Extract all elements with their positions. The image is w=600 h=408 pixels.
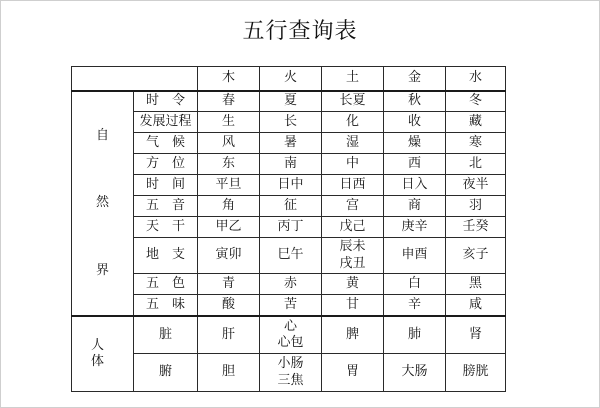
cell: 夜半 <box>446 175 506 196</box>
cell: 生 <box>198 112 260 133</box>
cell: 咸 <box>446 295 506 316</box>
table-row <box>72 316 506 354</box>
cell: 戊己 <box>322 217 384 238</box>
cell: 胃 <box>322 354 384 392</box>
row-label: 五 色 <box>134 274 198 295</box>
cell: 长夏 <box>322 91 384 112</box>
cell: 收 <box>384 112 446 133</box>
header-row <box>72 67 506 91</box>
cell: 羽 <box>446 196 506 217</box>
cell: 脾 <box>322 316 384 354</box>
group-nature <box>72 91 134 316</box>
cell: 赤 <box>260 274 322 295</box>
cell: 肝 <box>198 316 260 354</box>
cell: 风 <box>198 133 260 154</box>
cell: 甘 <box>322 295 384 316</box>
table-row <box>72 133 506 154</box>
cell: 酸 <box>198 295 260 316</box>
cell: 庚辛 <box>384 217 446 238</box>
five-elements-table <box>71 66 506 392</box>
cell: 化 <box>322 112 384 133</box>
cell: 黑 <box>446 274 506 295</box>
table-row <box>72 354 506 392</box>
header-metal: 金 <box>384 67 446 91</box>
row-label: 时 令 <box>134 91 198 112</box>
cell: 燥 <box>384 133 446 154</box>
group-body <box>72 316 138 392</box>
cell: 中 <box>322 154 384 175</box>
cell: 北 <box>446 154 506 175</box>
cell: 夏 <box>260 91 322 112</box>
cell: 春 <box>198 91 260 112</box>
cell: 心 心包 <box>260 316 322 354</box>
cell: 日西 <box>322 175 384 196</box>
cell: 南 <box>260 154 322 175</box>
cell: 寅卯 <box>198 238 260 274</box>
row-label: 方 位 <box>134 154 198 175</box>
cell: 辛 <box>384 295 446 316</box>
cell: 黄 <box>322 274 384 295</box>
header-fire: 火 <box>260 67 322 91</box>
cell: 大肠 <box>384 354 446 392</box>
cell: 苦 <box>260 295 322 316</box>
header-water: 水 <box>446 67 506 91</box>
cell: 巳午 <box>260 238 322 274</box>
row-label: 地 支 <box>134 238 198 274</box>
cell: 白 <box>384 274 446 295</box>
cell: 膀胱 <box>446 354 506 392</box>
cell: 申酉 <box>384 238 446 274</box>
row-label: 气 候 <box>134 133 198 154</box>
page-title: 五行查询表 <box>242 19 358 44</box>
cell: 征 <box>260 196 322 217</box>
cell: 湿 <box>322 133 384 154</box>
cell: 肺 <box>384 316 446 354</box>
cell: 寒 <box>446 133 506 154</box>
cell: 冬 <box>446 91 506 112</box>
cell: 日入 <box>384 175 446 196</box>
cell: 西 <box>384 154 446 175</box>
cell: 平旦 <box>198 175 260 196</box>
row-label: 发展过程 <box>134 112 198 133</box>
row-label: 腑 <box>134 354 198 392</box>
table-row <box>72 295 506 316</box>
table-row <box>72 274 506 295</box>
row-label: 脏 <box>134 316 198 354</box>
cell: 藏 <box>446 112 506 133</box>
cell: 胆 <box>198 354 260 392</box>
header-earth: 土 <box>322 67 384 91</box>
row-label: 五 味 <box>134 295 198 316</box>
header-wood: 木 <box>198 67 260 91</box>
cell: 丙丁 <box>260 217 322 238</box>
table-row <box>72 196 506 217</box>
cell: 壬癸 <box>446 217 506 238</box>
cell: 肾 <box>446 316 506 354</box>
header-corner <box>72 67 198 91</box>
cell: 秋 <box>384 91 446 112</box>
table-row <box>72 217 506 238</box>
cell: 亥子 <box>446 238 506 274</box>
table-row <box>72 154 506 175</box>
table-row <box>72 112 506 133</box>
group-nature-label: 自 然 界 <box>95 127 109 278</box>
row-label: 天 干 <box>134 217 198 238</box>
cell: 东 <box>198 154 260 175</box>
cell: 长 <box>260 112 322 133</box>
cell: 甲乙 <box>198 217 260 238</box>
cell: 宫 <box>322 196 384 217</box>
cell: 辰未 戌丑 <box>322 238 384 274</box>
cell: 青 <box>198 274 260 295</box>
cell: 暑 <box>260 133 322 154</box>
cell: 小肠 三焦 <box>260 354 322 392</box>
table-row <box>72 175 506 196</box>
table-row <box>72 238 506 274</box>
row-label: 五 音 <box>134 196 198 217</box>
table-row <box>72 91 506 112</box>
cell: 角 <box>198 196 260 217</box>
group-body-label: 人 体 <box>90 337 138 369</box>
row-label: 时 间 <box>134 175 198 196</box>
cell: 商 <box>384 196 446 217</box>
cell: 日中 <box>260 175 322 196</box>
